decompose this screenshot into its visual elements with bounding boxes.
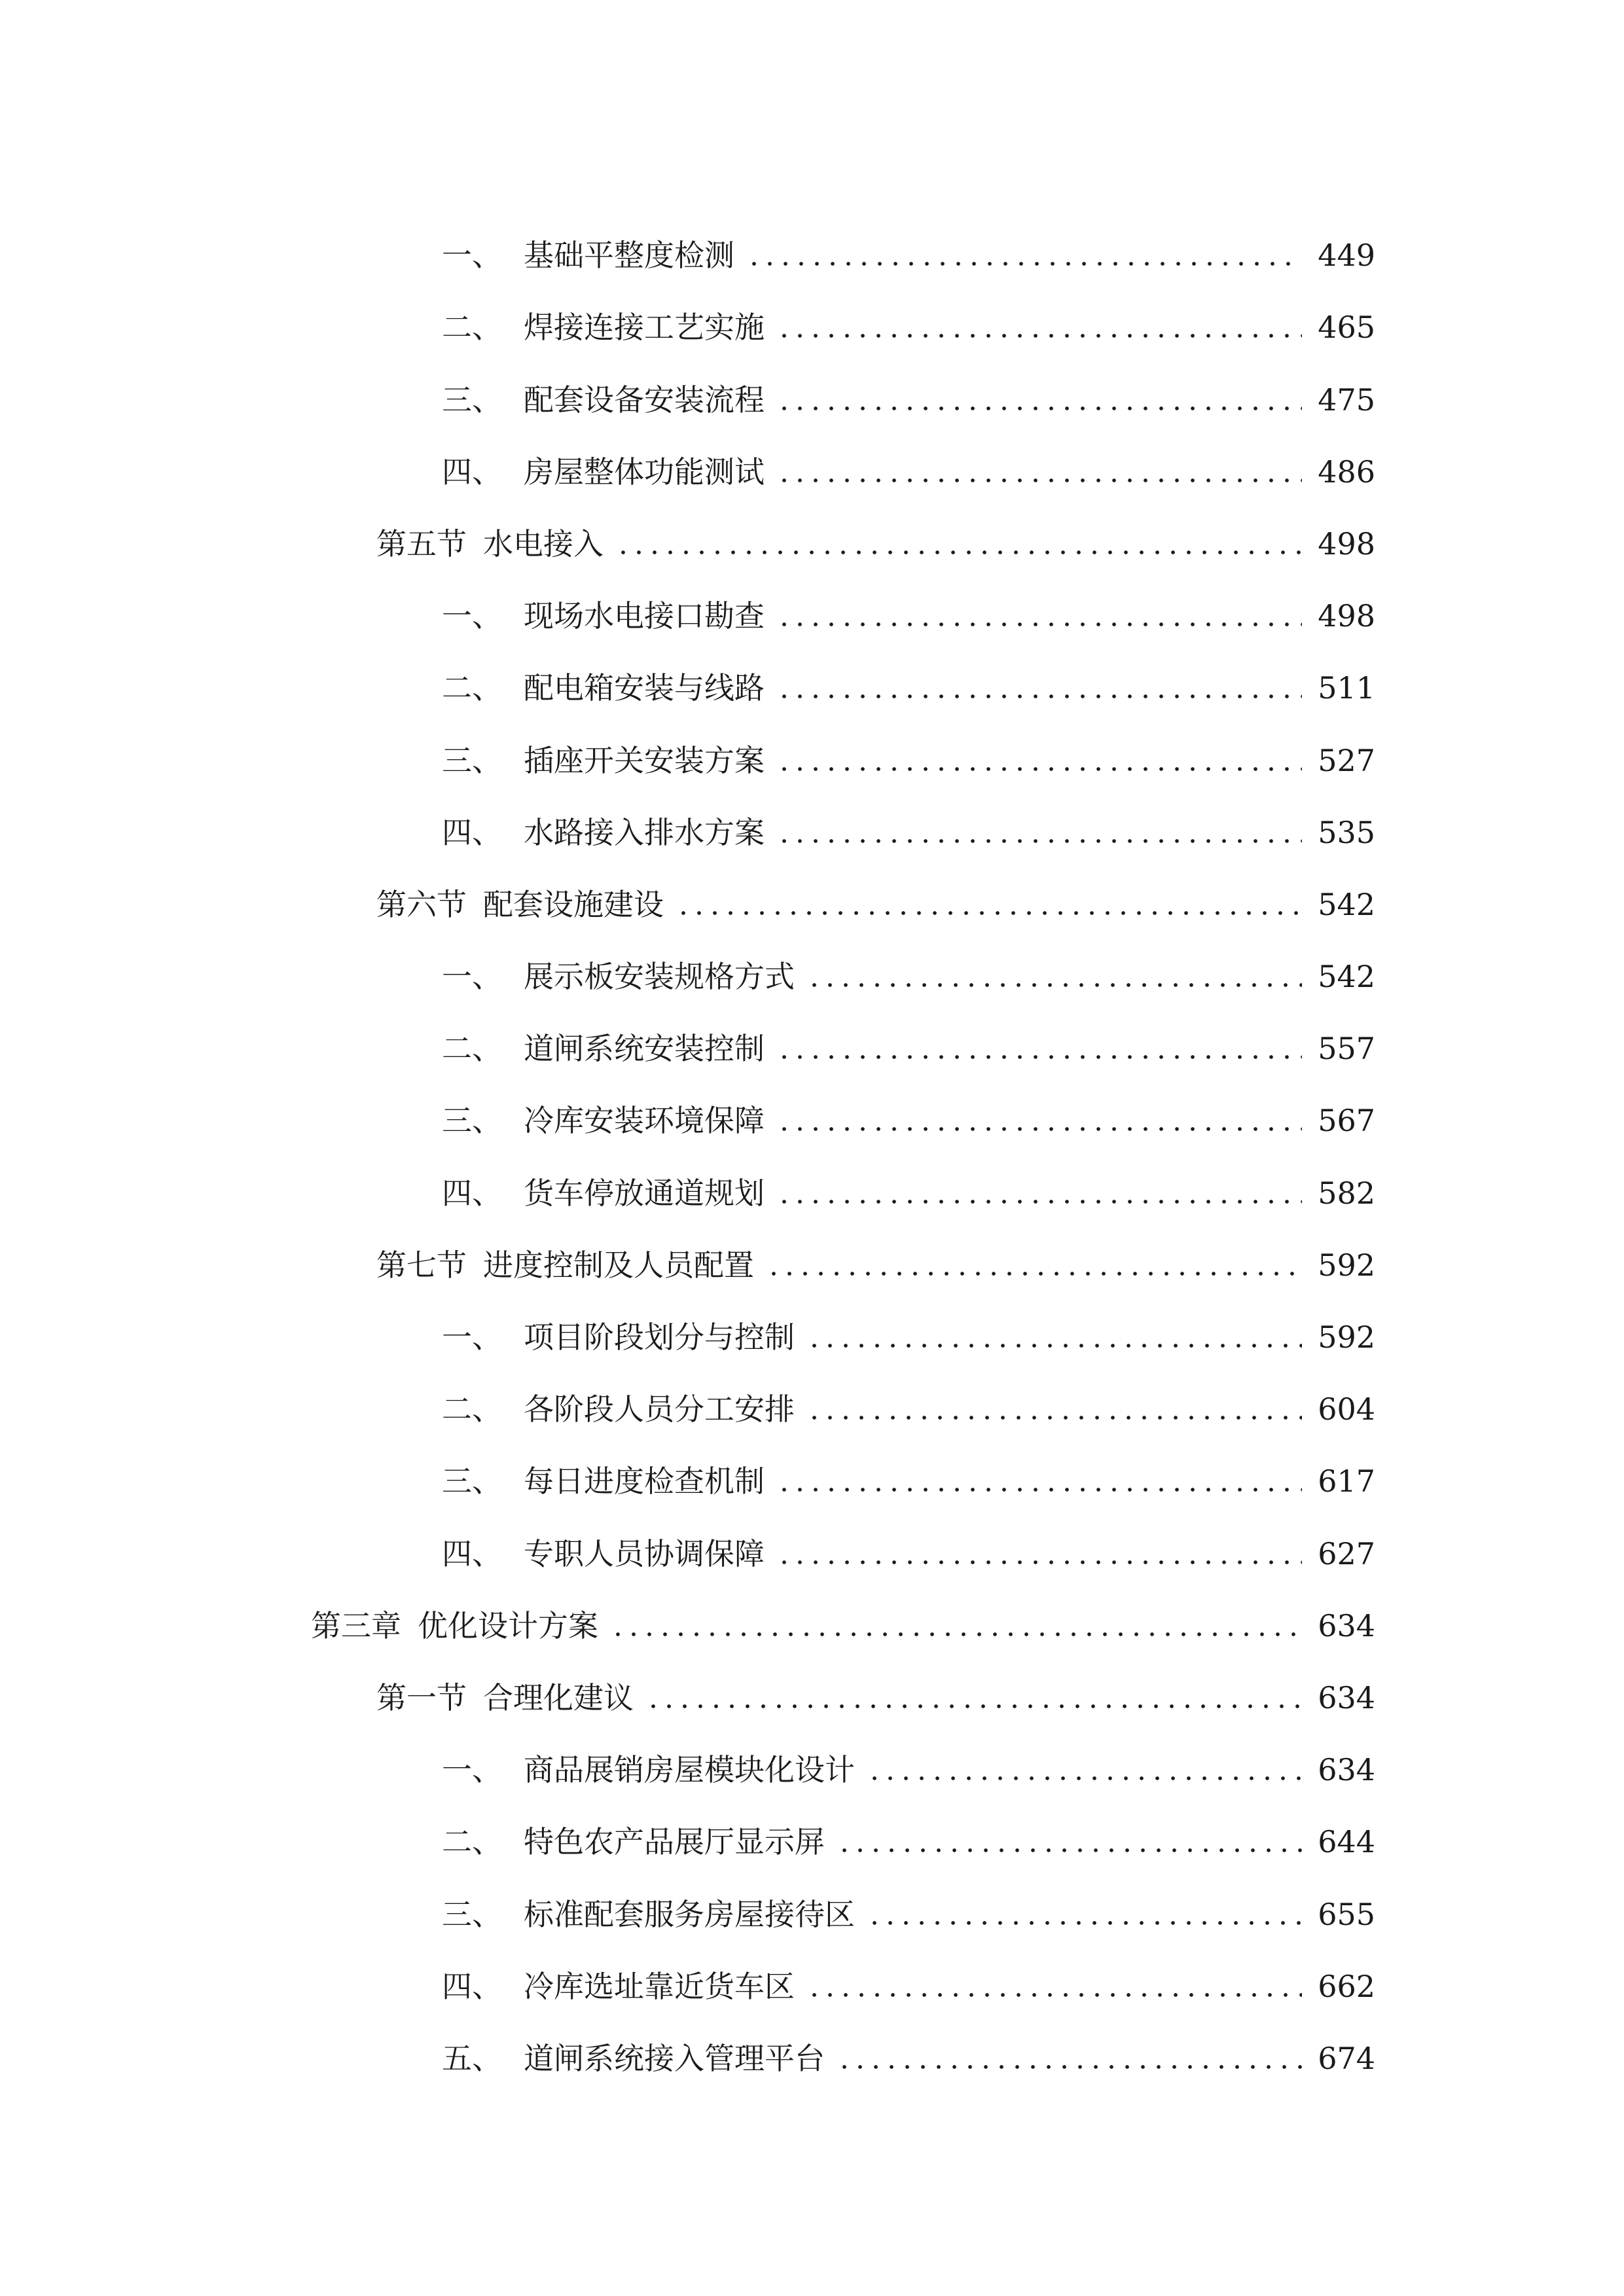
toc-entry-title: 优化设计方案: [418, 1607, 598, 1643]
toc-section-entry[interactable]: [0, 492, 1624, 564]
toc-entry-page-number: 542: [1318, 959, 1375, 995]
toc-entry-number: 三、: [442, 382, 502, 418]
dot-leader: [776, 1200, 1302, 1204]
toc-subsection-entry[interactable]: [0, 1717, 1624, 1789]
dot-leader: [776, 478, 1302, 482]
dot-leader: [615, 550, 1302, 554]
toc-entry-number: 四、: [442, 1175, 502, 1211]
dot-leader: [776, 1127, 1302, 1131]
toc-entry-title: 合理化建议: [483, 1679, 634, 1715]
dot-leader: [645, 1704, 1302, 1708]
dot-leader: [837, 2065, 1302, 2069]
toc-entry-number: 一、: [442, 959, 502, 995]
toc-subsection-entry[interactable]: [0, 564, 1624, 636]
toc-entry-title: 水路接入排水方案: [524, 814, 765, 850]
dot-leader: [776, 622, 1302, 626]
toc-entry-page-number: 465: [1318, 310, 1375, 346]
toc-subsection-entry[interactable]: [0, 203, 1624, 275]
toc-subsection-entry[interactable]: [0, 347, 1624, 419]
toc-section-entry[interactable]: [0, 852, 1624, 924]
toc-entry-page-number: 627: [1318, 1535, 1375, 1571]
dot-leader: [746, 262, 1302, 266]
toc-entry-number: 四、: [442, 814, 502, 850]
dot-leader: [776, 406, 1302, 410]
table-of-contents: [0, 203, 1624, 2078]
toc-entry-page-number: 674: [1318, 2040, 1375, 2076]
toc-entry-number: 三、: [442, 1896, 502, 1932]
toc-entry-number: 一、: [442, 598, 502, 634]
toc-entry-page-number: 567: [1318, 1103, 1375, 1139]
dot-leader: [837, 1848, 1302, 1852]
toc-entry-page-number: 592: [1318, 1319, 1375, 1355]
toc-entry-page-number: 592: [1318, 1247, 1375, 1283]
toc-subsection-entry[interactable]: [0, 1285, 1624, 1357]
toc-entry-title: 货车停放通道规划: [524, 1175, 765, 1211]
toc-entry-page-number: 527: [1318, 742, 1375, 778]
toc-subsection-entry[interactable]: [0, 1357, 1624, 1429]
toc-subsection-entry[interactable]: [0, 1140, 1624, 1212]
toc-subsection-entry[interactable]: [0, 420, 1624, 492]
toc-entry-page-number: 498: [1318, 526, 1375, 562]
toc-entry-title: 基础平整度检测: [524, 238, 734, 274]
toc-subsection-entry[interactable]: [0, 924, 1624, 996]
toc-entry-page-number: 535: [1318, 814, 1375, 850]
dot-leader: [867, 1921, 1302, 1925]
toc-subsection-entry[interactable]: [0, 2006, 1624, 2078]
toc-entry-page-number: 475: [1318, 382, 1375, 418]
toc-entry-page-number: 604: [1318, 1391, 1375, 1427]
toc-section-entry[interactable]: [0, 1645, 1624, 1717]
toc-entry-title: 进度控制及人员配置: [483, 1247, 754, 1283]
toc-entry-title: 道闸系统安装控制: [524, 1031, 765, 1067]
toc-subsection-entry[interactable]: [0, 1789, 1624, 1861]
toc-entry-page-number: 486: [1318, 454, 1375, 490]
toc-entry-number: 二、: [442, 1391, 502, 1427]
dot-leader: [776, 1055, 1302, 1059]
toc-entry-number: 三、: [442, 1103, 502, 1139]
dot-leader: [806, 1416, 1302, 1420]
toc-entry-number: 第一节: [376, 1679, 467, 1715]
toc-entry-title: 冷库选址靠近货车区: [524, 1968, 795, 2004]
toc-entry-page-number: 644: [1318, 1824, 1375, 1860]
dot-leader: [806, 1993, 1302, 1997]
toc-entry-title: 冷库安装环境保障: [524, 1103, 765, 1139]
toc-entry-number: 二、: [442, 1824, 502, 1860]
toc-entry-number: 四、: [442, 1535, 502, 1571]
toc-entry-number: 四、: [442, 454, 502, 490]
toc-entry-page-number: 498: [1318, 598, 1375, 634]
toc-subsection-entry[interactable]: [0, 1429, 1624, 1501]
toc-entry-number: 一、: [442, 238, 502, 274]
toc-entry-page-number: 634: [1318, 1679, 1375, 1715]
toc-entry-page-number: 662: [1318, 1968, 1375, 2004]
dot-leader: [806, 1344, 1302, 1348]
toc-entry-page-number: 617: [1318, 1463, 1375, 1499]
toc-entry-page-number: 449: [1318, 238, 1375, 274]
toc-entry-title: 每日进度检查机制: [524, 1463, 765, 1499]
toc-section-entry[interactable]: [0, 1213, 1624, 1285]
dot-leader: [776, 334, 1302, 338]
toc-entry-title: 配套设备安装流程: [524, 382, 765, 418]
toc-entry-number: 第六节: [376, 886, 467, 922]
dot-leader: [610, 1632, 1302, 1636]
toc-subsection-entry[interactable]: [0, 780, 1624, 852]
toc-subsection-entry[interactable]: [0, 708, 1624, 780]
toc-entry-title: 道闸系统接入管理平台: [524, 2040, 825, 2076]
toc-entry-title: 配电箱安装与线路: [524, 670, 765, 706]
dot-leader: [776, 1488, 1302, 1492]
toc-entry-title: 现场水电接口勘查: [524, 598, 765, 634]
toc-entry-title: 展示板安装规格方式: [524, 959, 795, 995]
toc-entry-number: 三、: [442, 1463, 502, 1499]
toc-subsection-entry[interactable]: [0, 996, 1624, 1068]
toc-entry-number: 五、: [442, 2040, 502, 2076]
dot-leader: [766, 1272, 1302, 1276]
toc-entry-page-number: 542: [1318, 886, 1375, 922]
toc-subsection-entry[interactable]: [0, 1501, 1624, 1573]
toc-entry-number: 二、: [442, 670, 502, 706]
toc-entry-title: 配套设施建设: [483, 886, 664, 922]
toc-entry-page-number: 511: [1318, 670, 1375, 706]
toc-subsection-entry[interactable]: [0, 636, 1624, 708]
toc-entry-title: 特色农产品展厅显示屏: [524, 1824, 825, 1860]
dot-leader: [776, 1560, 1302, 1564]
toc-entry-number: 一、: [442, 1752, 502, 1788]
toc-entry-title: 各阶段人员分工安排: [524, 1391, 795, 1427]
toc-entry-number: 第五节: [376, 526, 467, 562]
dot-leader: [776, 839, 1302, 843]
toc-entry-page-number: 634: [1318, 1607, 1375, 1643]
toc-entry-page-number: 655: [1318, 1896, 1375, 1932]
toc-subsection-entry[interactable]: [0, 1861, 1624, 1933]
toc-entry-page-number: 582: [1318, 1175, 1375, 1211]
toc-entry-number: 一、: [442, 1319, 502, 1355]
toc-entry-title: 商品展销房屋模块化设计: [524, 1752, 855, 1788]
toc-entry-number: 第三章: [311, 1607, 401, 1643]
toc-chapter-entry[interactable]: [0, 1573, 1624, 1645]
toc-entry-number: 三、: [442, 742, 502, 778]
toc-subsection-entry[interactable]: [0, 1068, 1624, 1140]
dot-leader: [867, 1776, 1302, 1780]
toc-entry-number: 二、: [442, 1031, 502, 1067]
toc-entry-title: 房屋整体功能测试: [524, 454, 765, 490]
dot-leader: [676, 911, 1302, 915]
dot-leader: [776, 694, 1302, 698]
dot-leader: [776, 767, 1302, 771]
toc-entry-number: 二、: [442, 310, 502, 346]
toc-entry-number: 第七节: [376, 1247, 467, 1283]
dot-leader: [806, 983, 1302, 987]
toc-entry-number: 四、: [442, 1968, 502, 2004]
toc-entry-title: 插座开关安装方案: [524, 742, 765, 778]
toc-entry-title: 水电接入: [483, 526, 604, 562]
toc-entry-page-number: 634: [1318, 1752, 1375, 1788]
toc-subsection-entry[interactable]: [0, 275, 1624, 347]
toc-entry-title: 专职人员协调保障: [524, 1535, 765, 1571]
toc-entry-title: 项目阶段划分与控制: [524, 1319, 795, 1355]
toc-subsection-entry[interactable]: [0, 1934, 1624, 2006]
toc-entry-title: 标准配套服务房屋接待区: [524, 1896, 855, 1932]
toc-entry-title: 焊接连接工艺实施: [524, 310, 765, 346]
toc-entry-page-number: 557: [1318, 1031, 1375, 1067]
